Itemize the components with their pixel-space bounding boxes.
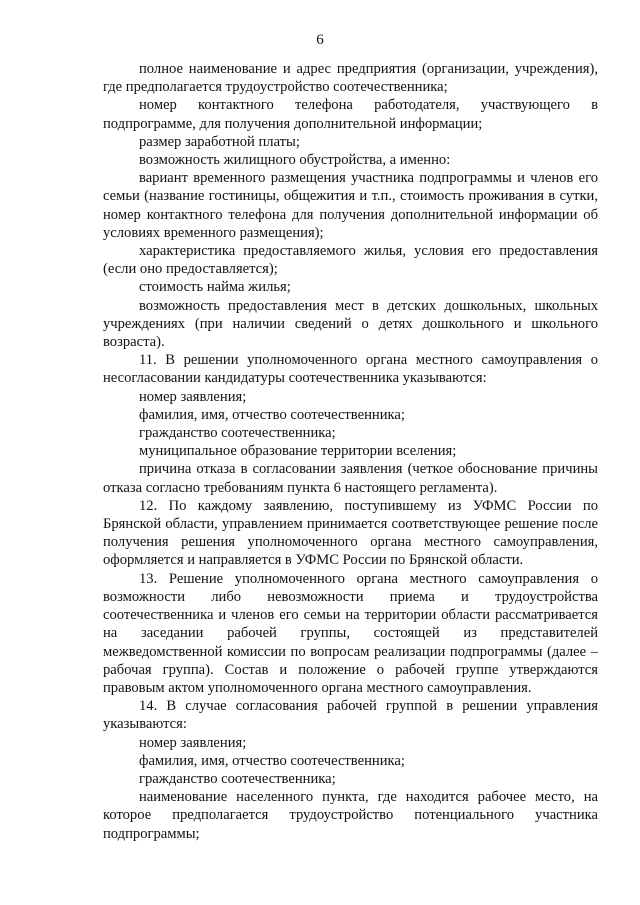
- paragraph: 12. По каждому заявлению, поступившему из УФМС России по Брянской области, управлением принимается соответствующее решение после получения решения уполномоченного органа местного самоуправления, оформляется и направляется в УФМС России по Брянской области.: [103, 497, 598, 569]
- paragraph: наименование населенного пункта, где находится рабочее место, на которое предполагается трудоустройство потенциального участника подпрограммы;: [103, 789, 598, 842]
- paragraph: 14. В случае согласования рабочей группой в решении управления указываются:: [103, 698, 598, 733]
- paragraph: размер заработной платы;: [139, 133, 300, 150]
- paragraph: полное наименование и адрес предприятия (организации, учреждения), где предполагается трудоустройство соотечественника;: [103, 61, 598, 96]
- page-number: 6: [316, 32, 324, 48]
- paragraph: номер контактного телефона работодателя, участвующего в подпрограмме, для получения дополнительной информации;: [103, 97, 598, 132]
- paragraph: возможность жилищного обустройства, а именно:: [139, 152, 451, 169]
- paragraph: муниципальное образование территории вселения;: [139, 443, 457, 460]
- paragraph: вариант временного размещения участника подпрограммы и членов его семьи (название гостиницы, общежития и т.п., стоимость проживания в сутки, номер контактного телефона для получения дополнительной информации об условиях временного размещения);: [103, 170, 598, 241]
- paragraph: характеристика предоставляемого жилья, условия его предоставления (если оно предоставляется);: [103, 243, 598, 278]
- paragraph: 13. Решение уполномоченного органа местного самоуправления о возможности либо невозможности приема и трудоустройства соотечественника и членов его семьи на территории области рассматривается на заседании рабочей группы, состоящей из представителей межведомственной комиссии по вопросам реализации подпрограммы (далее – рабочая группа). Состав и положение о рабочей группе утверждаются правовым актом уполномоченного органа местного самоуправления.: [103, 570, 598, 696]
- paragraph: причина отказа в согласовании заявления (четкое обоснование причины отказа согласно требованиям пункта 6 настоящего регламента).: [103, 461, 598, 496]
- paragraph: гражданство соотечественника;: [139, 425, 336, 442]
- paragraph: номер заявления;: [139, 734, 247, 751]
- paragraph: фамилия, имя, отчество соотечественника;: [139, 752, 405, 769]
- paragraph: фамилия, имя, отчество соотечественника;: [139, 406, 405, 423]
- paragraph: номер заявления;: [139, 388, 247, 405]
- paragraph: гражданство соотечественника;: [139, 770, 336, 787]
- paragraph: 11. В решении уполномоченного органа местного самоуправления о несогласовании кандидатуры соотечественника указываются:: [103, 352, 598, 387]
- paragraph: стоимость найма жилья;: [139, 279, 291, 296]
- paragraph: возможность предоставления мест в детских дошкольных, школьных учреждениях (при наличии сведений о детях дошкольного и школьного возраста).: [103, 297, 598, 351]
- document-body: [103, 60, 598, 843]
